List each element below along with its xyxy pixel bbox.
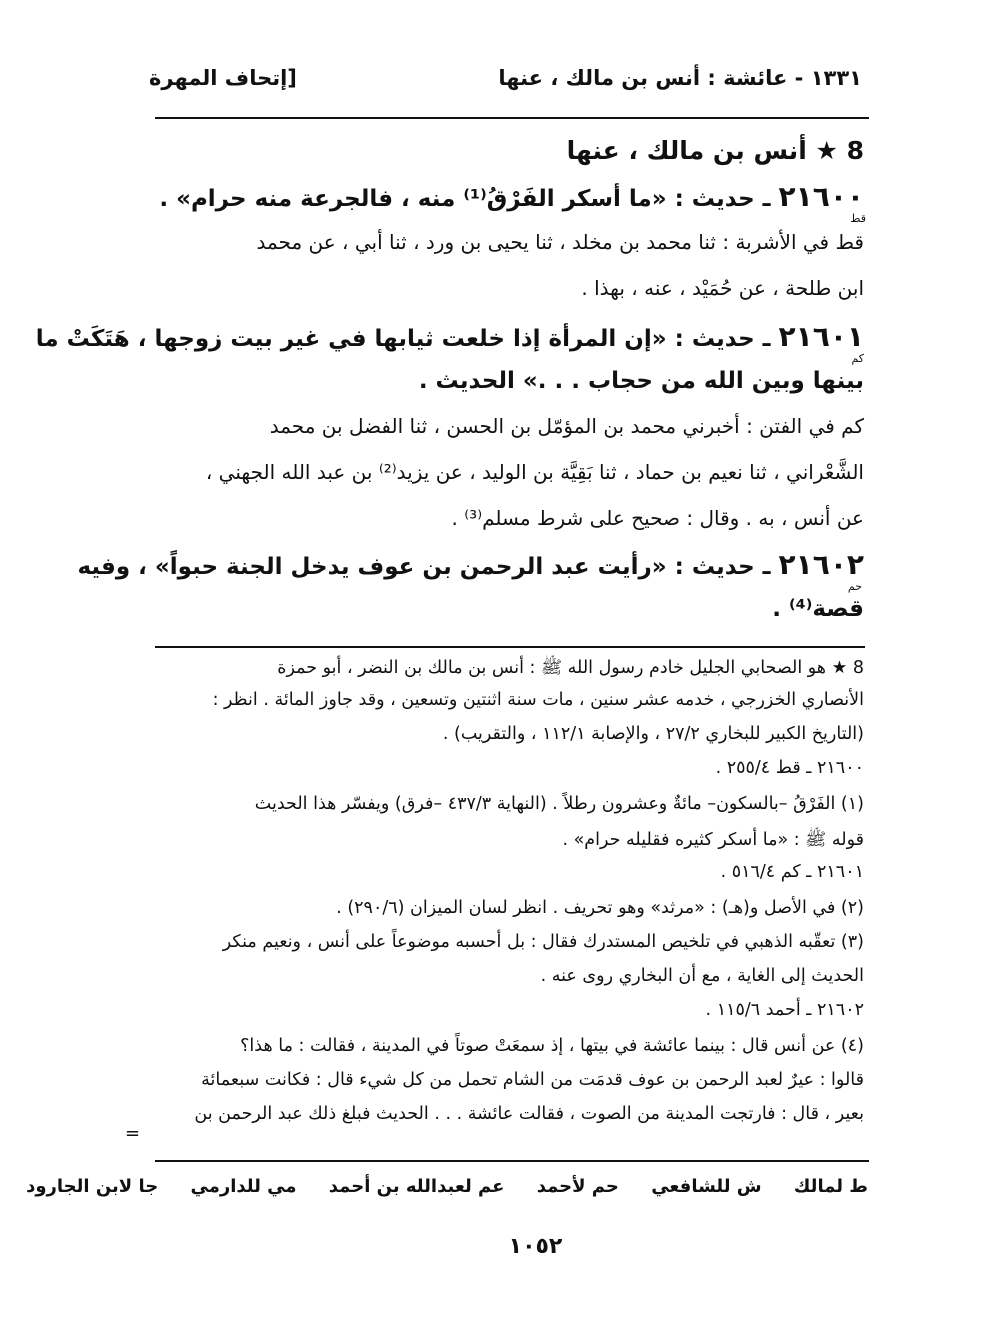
legend-item: ش للشافعي [651, 1176, 762, 1197]
footnote-line: ٢١٦٠٢ ـ أحمد ١١٥/٦ . [705, 1000, 864, 1020]
header-divider [155, 117, 869, 119]
running-header-book: [إتحاف المهرة [149, 66, 297, 90]
footnote-line: قوله ﷺ : «ما أسكر كثيره فقليله حرام» . [562, 830, 864, 850]
hadith-text: ـ حديث : «ما أسكر الفَرْقُ⁽¹⁾ منه ، فالجرعة منه حرام» . [159, 186, 779, 212]
legend-item: عم لعبدالله بن أحمد [328, 1176, 505, 1197]
footnotes [155, 654, 864, 1154]
footnote-line: الحديث إلى الغاية ، مع أن البخاري روى عنه . [540, 966, 864, 986]
legend-item: جا لابن الجارود [26, 1176, 159, 1197]
section-title: 8 ★ أنس بن مالك ، عنها [566, 136, 864, 165]
footnote-line: (٢) في الأصل و(هـ) : «مرثد» وهو تحريف . انظر لسان الميزان (٢٩٠/٦) . [336, 898, 864, 918]
hadith-number: ٢١٦٠١ [778, 320, 864, 353]
hadith-continuation: بينها وبين الله من حجاب . . .» الحديث . [418, 368, 864, 394]
hadith-continuation: قصة⁽⁴⁾ . [772, 596, 864, 622]
footnote-line: 8 ★ هو الصحابي الجليل خادم رسول الله ﷺ : أنس بن مالك بن النضر ، أبو حمزة [277, 658, 864, 678]
footnote-line: بعير ، قال : فارتجت المدينة من الصوت ، فقالت عائشة . . . الحديث فبلغ ذلك عبد الرحمن بن [194, 1104, 864, 1124]
page-number: ١٠٥٢ [508, 1234, 563, 1259]
source-line: كم في الفتن : أخبرني محمد بن المؤمّل بن الحسن ، ثنا الفضل بن محمد [269, 414, 864, 438]
footnote-line: الأنصاري الخزرجي ، خدمه عشر سنين ، مات سنة اثنتين وتسعين ، وقد جاوز المائة . انظر : [212, 690, 864, 710]
source-marker: كم [851, 352, 864, 365]
hadith-number: ٢١٦٠٢ [778, 548, 864, 581]
footnote-line: ٢١٦٠٠ ـ قط ٢٥٥/٤ . [715, 758, 864, 778]
hadith-21600 [155, 180, 864, 213]
legend-item: ط لمالك [793, 1176, 868, 1197]
source-line: قط في الأشربة : ثنا محمد بن مخلد ، ثنا يحيى بن ورد ، ثنا أبي ، عن محمد [256, 230, 864, 254]
continuation-mark: = [125, 1123, 141, 1144]
footnote-line: ٢١٦٠١ ـ كم ٥١٦/٤ . [720, 862, 864, 882]
hadith-text: ـ حديث : «رأيت عبد الرحمن بن عوف يدخل الجنة حبواً» ، وفيه [77, 554, 779, 580]
footnote-line: قالوا : عيرٌ لعبد الرحمن بن عوف قدمَت من الشام تحمل من كل شيء قال : فكانت سبعمائة [201, 1070, 864, 1090]
hadith-text: ـ حديث : «إن المرأة إذا خلعت ثيابها في غير بيت زوجها ، هَتَكَتْ ما [35, 326, 779, 352]
footnote-divider [155, 646, 865, 648]
source-marker: قط [850, 212, 866, 225]
main-text [35, 130, 866, 640]
footnote-line: (التاريخ الكبير للبخاري ٢٧/٢ ، والإصابة ١١٢/١ ، والتقريب) . [442, 724, 864, 744]
hadith-number: ٢١٦٠٠ [778, 180, 864, 213]
hadith-21601 [35, 320, 864, 353]
footnote-line: (٣) تعقّبه الذهبي في تلخيص المستدرك فقال : بل أحسبه موضوعاً على أنس ، ونعيم منكر [222, 932, 864, 952]
source-line: الشَّعْراني ، ثنا نعيم بن حماد ، ثنا بَقِيَّة بن الوليد ، عن يزيد⁽²⁾ بن عبد الله الجهني ، [205, 460, 864, 484]
legend-divider [155, 1160, 869, 1162]
source-line: عن أنس ، به . وقال : صحيح على شرط مسلم⁽³⁾ . [451, 506, 864, 530]
legend-item: حم لأحمد [536, 1176, 619, 1197]
source-marker: حم [847, 580, 862, 593]
source-line: ابن طلحة ، عن حُمَيْد ، عنه ، بهذا . [581, 276, 864, 300]
abbreviation-legend [0, 1176, 868, 1197]
hadith-21602 [77, 548, 864, 581]
running-header-title: ١٣٣١ - عائشة : أنس بن مالك ، عنها [498, 66, 862, 90]
footnote-line: (١) الفَرْقُ –بالسكون– مائةٌ وعشرون رطلاً . (النهاية ٤٣٧/٣ –فرق) ويفسّر هذا الحديث [254, 794, 864, 814]
footnote-line: (٤) عن أنس قال : بينما عائشة في بيتها ، إذ سمعَتْ صوتاً في المدينة ، فقالت : ما هذا؟ [240, 1036, 864, 1056]
legend-item: مي للدارمي [190, 1176, 297, 1197]
